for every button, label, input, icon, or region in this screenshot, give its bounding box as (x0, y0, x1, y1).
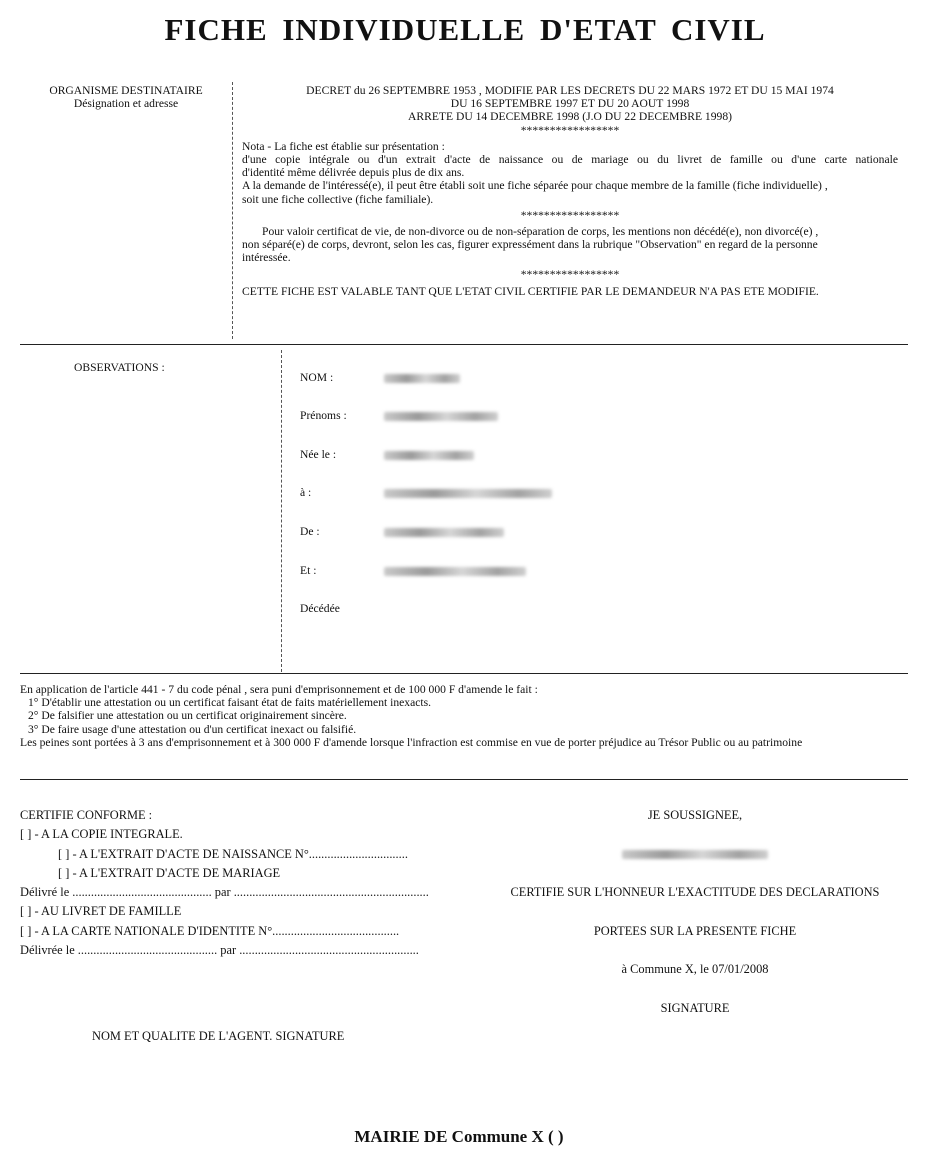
soussignee-title: JE SOUSSIGNEE, (647, 808, 743, 822)
nee-label: Née le : (300, 448, 337, 461)
portees-statement: PORTEES SUR LA PRESENTE FICHE (593, 924, 797, 938)
mother-value-redacted (384, 567, 526, 576)
organisme-sublabel: Désignation et adresse (73, 97, 179, 111)
birthplace-value-redacted (384, 489, 552, 498)
agent-signature-label: NOM ET QUALITE DE L'AGENT. SIGNATURE (92, 1029, 345, 1043)
penal-notice (20, 683, 910, 749)
valoir-line-2: non séparé(e) de corps, devront, selon les cas, figurer expressément dans la rubrique "Observation" en regard de la personne (242, 238, 818, 252)
stars-separator: ***************** (520, 208, 620, 222)
father-value-redacted (384, 528, 504, 537)
delivre-field[interactable]: Délivré le ............................................. par ............................................................... (20, 885, 429, 899)
penal-line-3: 2° De falsifier une attestation ou un certificat originairement sincère. (28, 709, 347, 723)
nota-line-2: d'une copie intégrale ou d'un extrait d'acte de naissance ou de mariage ou du livret de famille ou d'une carte nationale (242, 153, 898, 167)
mairie-footer: MAIRIE DE Commune X ( ) (354, 1127, 564, 1146)
prenoms-value-redacted (384, 412, 498, 421)
decret-block (242, 84, 898, 298)
organisme-label: ORGANISME DESTINATAIRE (49, 84, 203, 97)
nom-value-redacted (384, 374, 460, 383)
check-extrait-mariage[interactable]: [ ] - A L'EXTRAIT D'ACTE DE MARIAGE (58, 866, 281, 880)
decret-line-1: DECRET du 26 SEPTEMBRE 1953 , MODIFIE PAR LES DECRETS DU 22 MARS 1972 ET DU 15 MAI 1974 (306, 84, 834, 97)
honneur-statement: CERTIFIE SUR L'HONNEUR L'EXACTITUDE DES DECLARATIONS (510, 885, 880, 899)
stars-separator: ***************** (520, 123, 620, 137)
signature-label: SIGNATURE (660, 1001, 730, 1015)
decedee-label: Décédée (300, 602, 340, 615)
place-date: à Commune X, le 07/01/2008 (621, 962, 769, 976)
organisme-block (28, 84, 224, 110)
decret-line-3: ARRETE DU 14 DECEMBRE 1998 (J.O DU 22 DECEMBRE 1998) (408, 110, 732, 124)
check-extrait-naissance[interactable]: [ ] - A L'EXTRAIT D'ACTE DE NAISSANCE N°................................ (58, 847, 408, 861)
nom-label: NOM : (300, 371, 334, 384)
nota-line-5: soit une fiche collective (fiche familiale). (242, 192, 434, 206)
lieu-label: à : (300, 486, 312, 499)
organisme-divider (232, 82, 233, 339)
section-divider (20, 779, 908, 780)
soussignee-name-redacted (622, 850, 768, 859)
section-divider (20, 344, 908, 345)
check-livret-famille[interactable]: [ ] - AU LIVRET DE FAMILLE (20, 904, 182, 918)
nota-line-1: Nota - La fiche est établie sur présentation : (242, 139, 445, 153)
valable-notice: CETTE FICHE EST VALABLE TANT QUE L'ETAT CIVIL CERTIFIE PAR LE DEMANDEUR N'A PAS ETE MODIFIE. (242, 284, 819, 298)
father-label: De : (300, 525, 320, 538)
soussignee-name-block (470, 846, 920, 864)
valoir-line-3: intéressée. (242, 251, 291, 265)
nota-line-3: d'identité même délivrée depuis plus de dix ans. (242, 166, 465, 180)
penal-line-4: 3° De faire usage d'une attestation ou d'un certificat inexact ou falsifié. (28, 722, 357, 736)
valoir-line-1: Pour valoir certificat de vie, de non-divorce ou de non-séparation de corps, les mentions non décédé(e), non divorcé(e) , (262, 225, 819, 239)
check-copie-integrale[interactable]: [ ] - A LA COPIE INTEGRALE. (20, 827, 183, 841)
observations-label: OBSERVATIONS : (74, 361, 165, 374)
certifie-title: CERTIFIE CONFORME : (20, 808, 153, 822)
check-carte-identite[interactable]: [ ] - A LA CARTE NATIONALE D'IDENTITE N°......................................... (20, 924, 400, 938)
nota-line-4: A la demande de l'intéressé(e), il peut être établi soit une fiche séparée pour chaque membre de la famille (fiche individuelle) , (242, 179, 828, 193)
section-divider (20, 673, 908, 674)
prenoms-label: Prénoms : (300, 409, 347, 422)
decret-line-2: DU 16 SEPTEMBRE 1997 ET DU 20 AOUT 1998 (450, 97, 690, 111)
penal-line-2: 1° D'établir une attestation ou un certificat faisant état de faits matériellement inexacts. (28, 696, 432, 710)
delivree-field[interactable]: Délivrée le ............................................. par .......................................................... (20, 943, 419, 957)
page-title: FICHE INDIVIDUELLE D'ETAT CIVIL (164, 12, 766, 47)
observations-divider (281, 350, 282, 672)
penal-line-5: Les peines sont portées à 3 ans d'emprisonnement et à 300 000 F d'amende lorsque l'infraction est commise en vue de porter préjudice au Trésor Public ou au patrimoine (20, 735, 803, 749)
stars-separator: ***************** (520, 267, 620, 281)
mother-label: Et : (300, 564, 317, 577)
penal-line-1: En application de l'article 441 - 7 du code pénal , sera puni d'emprisonnement et de 100 000 F d'amende le fait : (20, 683, 538, 696)
birthdate-value-redacted (384, 451, 474, 460)
